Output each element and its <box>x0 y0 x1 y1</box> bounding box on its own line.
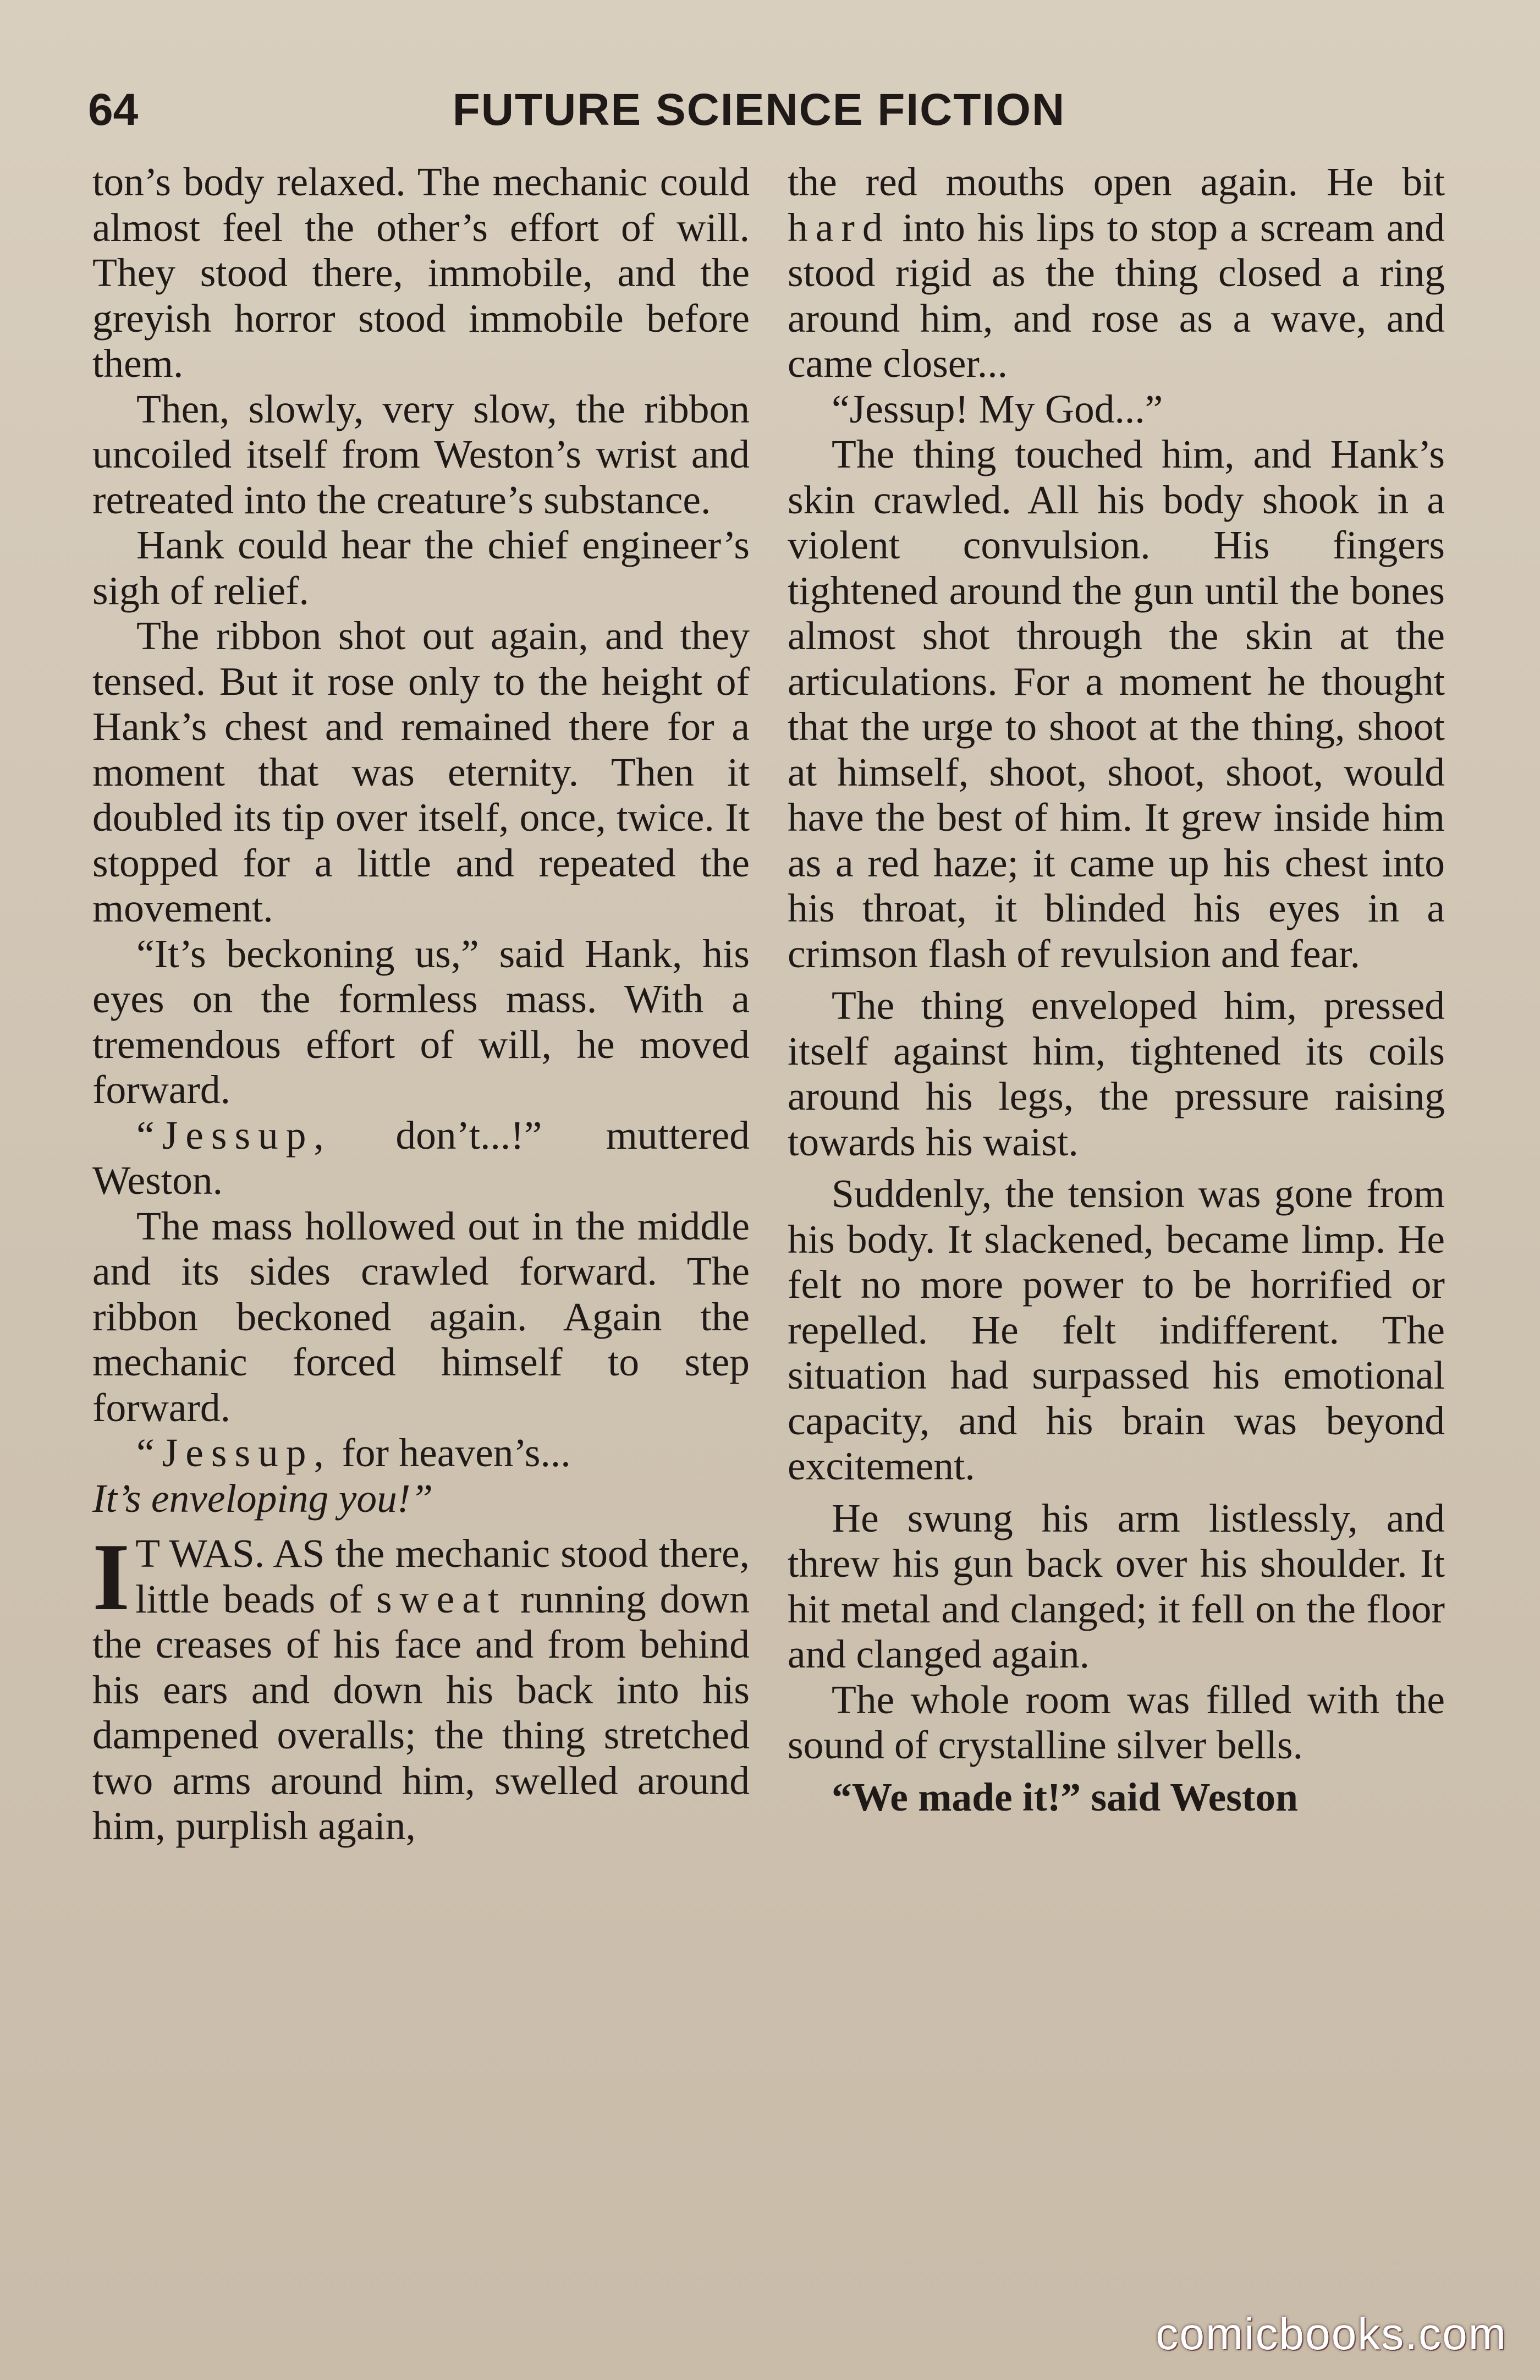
page-number: 64 <box>88 85 139 135</box>
left-column <box>92 160 750 1849</box>
running-head: FUTURE SCIENCE FICTION <box>452 85 1066 135</box>
paragraph-text: running down the creases of his face and from behind his ears and down his back into his dampened overalls; the thing stretched two arms around him, swelled around him, purplish again, <box>92 1576 750 1848</box>
spaced-word: “Jessup, <box>136 1430 332 1475</box>
paragraph: The mass hollowed out in the middle and its sides crawled forward. The ribbon beckoned again. Again the mechanic forced himself to step forward. <box>92 1203 750 1430</box>
paragraph: The whole room was filled with the sound of crystalline silver bells. <box>788 1677 1445 1767</box>
spaced-word: hard <box>788 205 890 250</box>
drop-cap: I <box>92 1523 130 1630</box>
paragraph: ton’s body relaxed. The mechanic could almost feel the other’s effort of will. They stood there, immobile, and the greyish horror stood immobile before them. <box>92 160 750 386</box>
paragraph-text: don’t...!” muttered Weston. <box>92 1112 750 1203</box>
paragraph-text: the red mouths open again. He bit <box>788 160 1445 204</box>
section-opening-paragraph <box>92 1523 750 1849</box>
watermark-text: comicbooks.com <box>1156 2309 1507 2359</box>
paragraph: Then, slowly, very slow, the ribbon uncoiled itself from Weston’s wrist and retreated into the creature’s substance. <box>92 386 750 522</box>
paragraph: Suddenly, the tension was gone from his body. It slackened, became limp. He felt no more power to be horrified or repelled. He felt indifferent. The situation had surpassed his emotional capacity, and his brain was beyond excitement. <box>788 1171 1445 1488</box>
right-column <box>788 160 1445 1820</box>
paragraph <box>788 160 1445 387</box>
paragraph: The thing enveloped him, pressed itself against him, tightened its coils around his legs, the pressure raising towards his waist. <box>788 983 1445 1164</box>
paragraph: “It’s beckoning us,” said Hank, his eyes on the formless mass. With a tremendous effort of will, he moved forward. <box>92 931 750 1112</box>
italic-line: It’s enveloping you!” <box>92 1476 433 1521</box>
page-header <box>88 83 1430 138</box>
paragraph: “Jessup! My God...” <box>832 386 1163 431</box>
paragraph: Hank could hear the chief engineer’s sigh of relief. <box>92 523 750 613</box>
paragraph-text: into his lips to stop a scream and stood rigid as the thing closed a ring around him, and rose as a wave, and came closer... <box>788 205 1445 386</box>
paragraph <box>92 1113 750 1204</box>
spaced-word: “Jessup, <box>136 1112 332 1158</box>
paragraph: The ribbon shot out again, and they tensed. But it rose only to the height of Hank’s chest and remained there for a moment that was eternity. Then it doubled its tip over itself, once, twice. It stopped for a little and repeated the movement. <box>92 613 750 930</box>
paragraph-text: for heaven’s... <box>331 1430 571 1475</box>
paragraph: “We made it!” said Weston <box>832 1774 1299 1819</box>
paragraph <box>92 1430 750 1521</box>
paragraph: The thing touched him, and Hank’s skin crawled. All his body shook in a violent convulsion. His fingers tightened around the gun until the bones almost shot through the skin at the articulations. For a moment he thought that the urge to shoot at the thing, shoot at himself, shoot, shoot, shoot, would have the best of him. It grew inside him as a red haze; it came up his chest into his throat, it blinded his eyes in a crimson flash of revulsion and fear. <box>788 432 1445 976</box>
spaced-word: sweat <box>376 1576 507 1621</box>
paragraph-text: T WAS. AS the mechanic stood there, little beads of <box>135 1531 750 1621</box>
paragraph: He swung his arm listlessly, and threw his gun back over his shoulder. It hit metal and clanged; it fell on the floor and clanged again. <box>788 1495 1445 1676</box>
